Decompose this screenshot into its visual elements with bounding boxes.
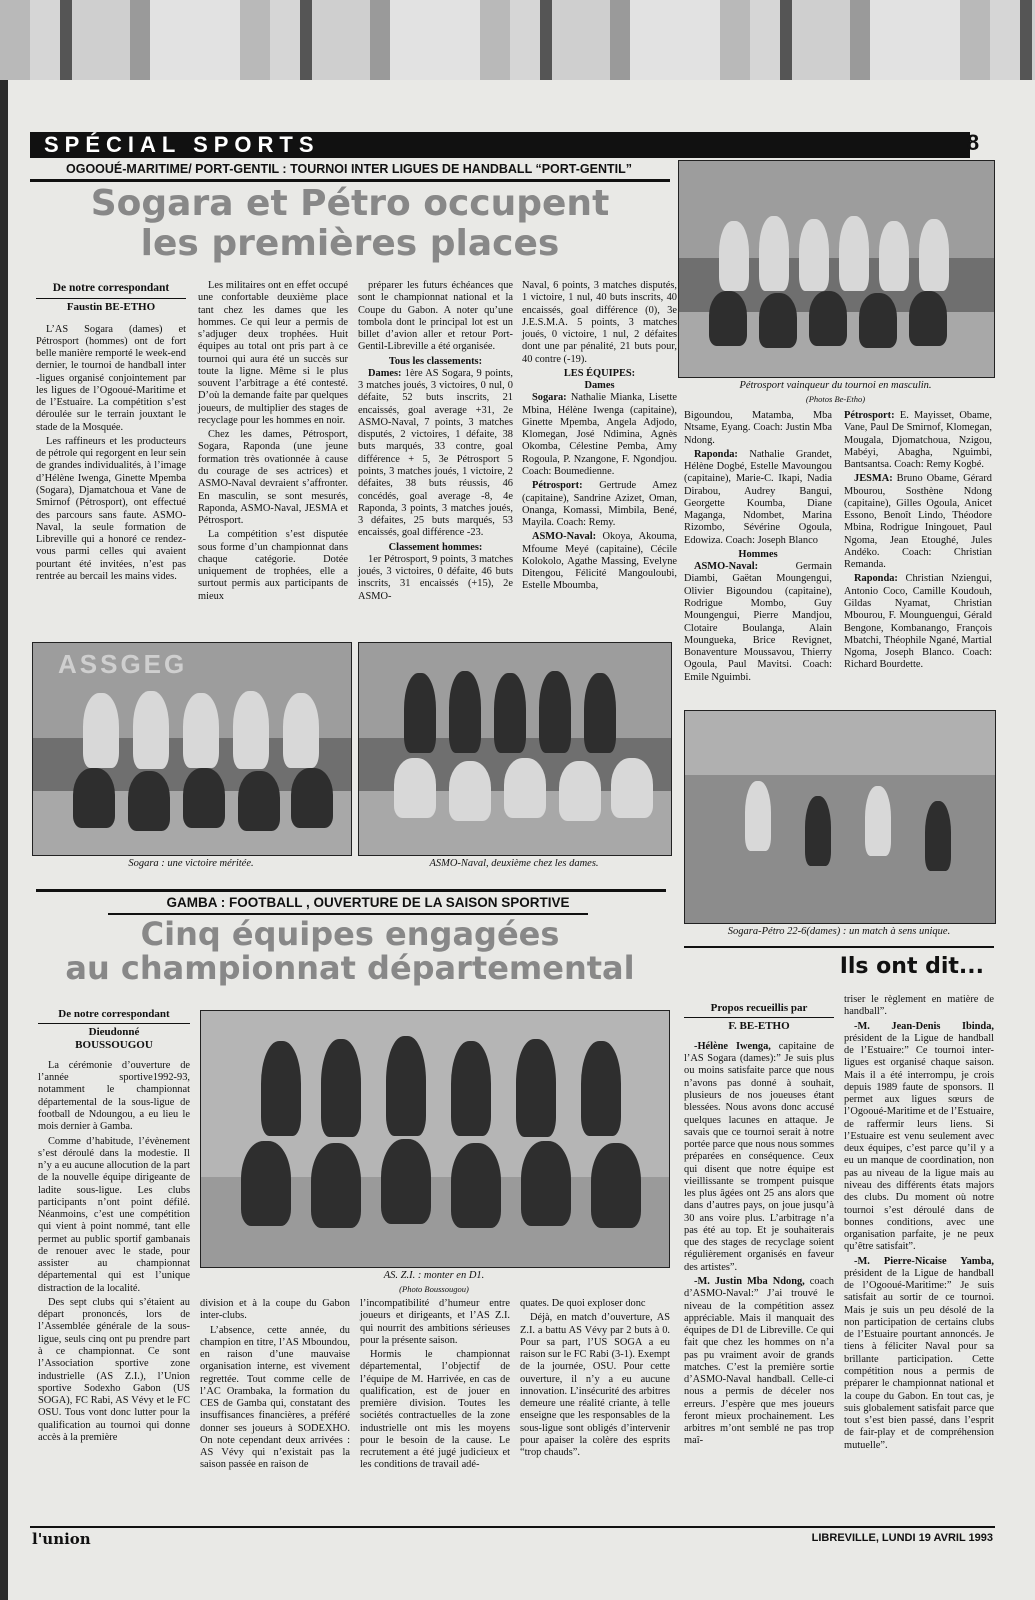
team-roster: E. Mayisset, Obame, Vane, Paul De Smirnof, Klomegan, Mougala, Djomatchoua, Nzigou, Mabéyi, Abagha, Nguimbi, Bantsantsa. Coach: Remy Kogbé. bbox=[844, 410, 992, 471]
article2-headline-line1: Cinq équipes engagées bbox=[140, 915, 560, 953]
hommes-label: Hommes bbox=[738, 548, 778, 560]
page-number: 8 bbox=[966, 130, 980, 155]
quote-text: président de la Ligue de handball de l’Estuaire:” Ce tournoi inter-ligues est organisé chaque saison. Mais il a été interrompu, je crois depuis 1989 faute de sponsors. Il permet aux ligues sœurs de l’Ogooué-Maritime et de l’Estuaire, de raffermir leurs liens. Si l’Estuaire est venu seulement avec deux équipes, c’est parce qu’il y a eu un manque de coordination, non pas au niveau de la ligue mais au niveau des différents états majors des clubs. Du moment où notre tournoi s’est déroulé dans de bonnes conditions, avec une organisation parfaite, je ne peux qu’être satisfait”. bbox=[844, 1032, 994, 1253]
article1-paragraph: préparer les futurs échéances que sont le championnat national et la Coupe du Gabon. A noter qu’une tombola dont le principal lot est un billet d’avion aller et retour Port-Gentil-Libreville a été organisée. bbox=[358, 280, 513, 353]
equipes-dames-label: Dames bbox=[584, 380, 615, 392]
article3-byline-label: Propos recueillis par bbox=[710, 1002, 808, 1014]
quote-text: triser le règlement en matière de handball”. bbox=[844, 994, 994, 1018]
article1-col5 bbox=[684, 410, 832, 686]
article1-paragraph: Les militaires ont en effet occupé une confortable deuxième place tant chez les dames que les hommes. Ce qui leur a permis de s’adjuger deux trophées. Huit équipes au total ont pris part à ce tournoi qui aura été un succès sur toute la ligne. Même si le plus souvent l’arbitrage a été contesté. D’où la demande faite par quelques joueurs, de multiplier des stages de recyclage pour les hommes en noir. bbox=[198, 280, 348, 426]
aszi-credit: (Photo Boussougou) bbox=[399, 1284, 469, 1294]
article2-paragraph: division et à la coupe du Gabon inter-clubs. bbox=[200, 1298, 350, 1322]
article1-byline-label: De notre correspondant bbox=[52, 282, 170, 294]
team-roster: Bruno Obame, Gérard Mbourou, Sosthène Ndong (capitaine), Gilles Ogoula, Anicet Essono, Benoît Lindo, Théodore Mbina, Rodrigue Iningouet, Paul Ngoma, Jean Etoughé, Jules Andéko. Coach: Christian Remanda. bbox=[844, 473, 992, 571]
article2-paragraph: L’absence, cette année, du champion en titre, l’AS Mboundou, en raison d’une mauvaise organisation interne, est vivement regrettée. Tout comme celle de l’AC Orambaka, la formation du CES de Gamba qui, constatant des insuffisances financières, a préféré donner ses joueurs à SODEXHO. On note cependant deux arrivées : AS Vévy qui n’existait pas la saison passée en raison de bbox=[200, 1324, 350, 1471]
quote-text: coach d’ASMO-Naval:” J’ai trouvé le niveau de la compétition assez appréciable. Mais il manquait des équipes de D1 de Libreville. Ce qui fait que chez les hommes on n’a pas pu vraiment avoir de grands matches. C’est la première sortie d’ASMO-Naval handball. Celle-ci nous a permis de déceler nos erreurs. J’espère que mes joueurs feront mieux prochainement. Les arbitres m’ont semblé ne pas trop maî- bbox=[684, 1275, 834, 1447]
article1-kicker: OGOOUÉ-MARITIME/ PORT-GENTIL : TOURNOI INTER LIGUES DE HANDBALL “PORT-GENTIL” bbox=[66, 162, 632, 176]
article2-byline-name: BOUSSOUGOU bbox=[75, 1038, 153, 1051]
article1-col3 bbox=[358, 280, 513, 605]
article2-paragraph: Des sept clubs qui s’étaient au départ prononcés, lors de l’Assemblée générale de la sous-ligue, seuls cinq ont pu prendre part à ce championnat. Ce sont l’Association sportive zone industrielle (AS Z.I.), l’Union sportive Sodexho Gabon (US SOGA), FC Rabi, AS Vévy et le FC OSU. Tous vont donc lutter pour la qualification au tournoi qui donne accès à la première bbox=[38, 1296, 190, 1443]
classements-title: Tous les classements: bbox=[388, 355, 483, 367]
article2-byline-name: Dieudonné bbox=[88, 1025, 140, 1038]
article1-col1 bbox=[36, 282, 186, 585]
byline-rule bbox=[684, 1017, 834, 1018]
speaker-name: -Hélène Iwenga, bbox=[694, 1040, 771, 1052]
sogara-team-photo bbox=[32, 642, 352, 856]
article2-paragraph: Déjà, en match d’ouverture, AS Z.I. a battu AS Vévy par 2 buts à 0. Pour sa part, l’US SOGA a eu raison sur le FC Rabi (3-1). Exempt de la journée, OSU. Pour cette ouverture, il n’y a eu aucune innovation. L’insécurité des arbitres demeure une réalité criante, à telle enseigne que les responsables de la sous-ligue sont obligés d’intervenir pour apaiser la colère des esprits “trop chauds”. bbox=[520, 1312, 670, 1459]
article1-paragraph: L’AS Sogara (dames) et Pétrosport (hommes) ont de fort belle manière remporté le week-end dernier, le tournoi de handball inter -ligues organisé conjointement par les ligues de l’Ogooué-Maritime et de l’Estuaire. La compétition s’est déroulée sur le terrain jouxtant le stade de la Mosquée. bbox=[36, 323, 186, 433]
petrosport-team-photo bbox=[678, 160, 995, 378]
speaker-name: -M. Justin Mba Ndong, bbox=[694, 1275, 805, 1287]
article2-paragraph: Hormis le championnat départemental, l’objectif de l’équipe de M. Harrivée, en cas de qualification, est de jouer en première division. Toutes les sociétés contractuelles de la zone industrielle ont mis les moyens pour le besoin de la cause. Le recrutement a été jugé judicieux et les conditions de travail adé- bbox=[360, 1349, 510, 1471]
team-label: Pétrosport: bbox=[532, 480, 583, 492]
section-title: SPÉCIAL SPORTS bbox=[44, 132, 320, 157]
team-label: Raponda: bbox=[694, 448, 738, 460]
team-roster: Germain Diambi, Gaëtan Moungenguі, Olivier Bigoundou (capitaine), Rodrigue Mombo, Guy Moungenguі, Pierre Mandjou, Clotaire Boulanga, Alain Moungueka, Brice Revignet, Bonaventure Moussavou, Thierry Ogoula, Paul Mavitsi. Coach: Emile Nguimbi. bbox=[684, 561, 832, 683]
article1-col6 bbox=[844, 410, 992, 674]
article1-paragraph: Chez les dames, Pétrosport, Sogara, Raponda (une jeune formation très ovationnée à cause du courage de ses actrices) et ASMO-Naval devraient s’affronter. En masculin, se sont mesurés, Raponda, ASMO-Naval, JESMA et Pétrosport. bbox=[198, 429, 348, 527]
article2-col3 bbox=[360, 1298, 510, 1474]
team-label: Raponda: bbox=[854, 573, 898, 585]
aszi-caption: AS. Z.I. : monter en D1. bbox=[383, 1270, 485, 1281]
sogara-caption: Sogara : une victoire méritée. bbox=[128, 858, 254, 869]
article2-kicker: GAMBA : FOOTBALL , OUVERTURE DE LA SAISON SPORTIVE bbox=[166, 895, 570, 910]
match-action-photo bbox=[684, 710, 996, 924]
article1-paragraph: La compétition s’est disputée sous forme d’un championnat dans chaque catégorie. Dotée uniquement de trophées, elle a surtout permis aux participants de mieux bbox=[198, 529, 348, 602]
hommes-standings: 1er Pétrosport, 9 points, 3 matches joués, 3 victoires, 0 défaite, 46 buts inscrits, 31 encaissés (+15), 2e ASMO- bbox=[358, 553, 513, 602]
speaker-name: -M. Pierre-Nicaise Yamba, bbox=[854, 1255, 994, 1267]
article3-top-rule bbox=[684, 946, 994, 948]
byline-rule bbox=[36, 298, 186, 299]
petrosport-caption: Pétrosport vainqueur du tournoi en masculin. bbox=[739, 380, 932, 391]
scan-border-top bbox=[0, 0, 1035, 80]
article1-headline-line2: les premières places bbox=[140, 223, 560, 264]
article2-col2 bbox=[200, 1298, 350, 1474]
footer-rule bbox=[30, 1526, 995, 1528]
team-label: ASMO-Naval: bbox=[532, 531, 597, 543]
quote-text: capitaine de l’AS Sogara (dames):” Je suis plus ou moins satisfaite parce que nous n’avons pas donné à souhait, plusieurs de nos joueuses étant blessées. Nous avons donc accusé quelques lacunes en attaque. Je savais que ce tournoi serait à notre portée parce que nous nous sommes préparées en conséquence. Ceux qui disent que notre équipe est vieillissante se trompent puisque les plus âgées ont 25 ans alors que dans d’autres pays, on joue jusqu’à 30 ans voire plus. L’arbitrage n’a pas été au top. Et je souhaiterais que des stages de recyclage soient régulièrement organisés en faveur des artistes”. bbox=[684, 1040, 834, 1273]
article3-headline: Ils ont dit... bbox=[839, 954, 984, 979]
petrosport-credit: (Photos Be-Etho) bbox=[805, 394, 866, 404]
article2-top-rule bbox=[36, 889, 666, 892]
article2-col1 bbox=[38, 1008, 190, 1446]
byline-rule bbox=[38, 1023, 190, 1024]
article2-paragraph: Comme d’habitude, l’évènement s’est déroulé dans la modestie. Il n’y a eu aucune allocution de la part de la nouvelle équipe dirigeante de ladite sous-ligue. Les clubs participants n’ont point défilé. Néanmoins, c’est une compétition qui vient à point nommé, tant elle permet au public sportif gambanais de renouer avec le stade, pour assister au championnat départemental qui est l’unique distraction de la localité. bbox=[38, 1135, 190, 1294]
footer-dateline: LIBREVILLE, LUNDI 19 AVRIL 1993 bbox=[811, 1532, 993, 1544]
footer-masthead: l'union bbox=[32, 1530, 91, 1548]
article1-byline-name: Faustin BE-ETHO bbox=[66, 300, 156, 313]
article2-paragraph: La cérémonie d’ouverture de l’année sportive1992-93, notamment le championnat départemental de la sous-ligue de football de Ndoungou, a eu lieu le mois dernier à Gamba. bbox=[38, 1059, 190, 1133]
quote-text: président de la Ligue de handball de l’Ogooué-Maritime:” Je suis satisfait au sortir de ce tournoi. Mais je suis un peu désolé de la non participation de certains clubs de l’Estuaire pourtant annoncés. Je tiens à féliciter Naval pour sa brillante participation. Cette compétition nous a permis de préparer le championnat national et la coupe du Gabon. En tout cas, je suis globalement satisfait parce que tout s’est bien passé, dans l’esprit de fair-play et de compréhension mutuelle”. bbox=[844, 1267, 994, 1451]
article1-col2 bbox=[198, 280, 348, 605]
article3-byline-name: F. BE-ETHO bbox=[728, 1019, 790, 1032]
aszi-team-photo bbox=[200, 1010, 670, 1268]
team-roster: Nathalie Grandet, Hélène Dogbé, Estelle Mavoungou (capitaine), Marie-C. Ikapi, Nadia Dirabou, Audrey Bangui, Georgette Koumba, Diane Magangа, Ndombet, Marina Rizombo, Sévérine Ogoula, Edowiza. Coach: Joseph Blanco bbox=[684, 448, 832, 546]
article2-paragraph: l’incompatibilité d’humeur entre joueurs et dirigeants, et l’AS Z.I. qui nourrit des ambitions sérieuses pour la présente saison. bbox=[360, 1298, 510, 1346]
article2-headline bbox=[30, 915, 670, 987]
kicker-rule bbox=[30, 179, 670, 182]
hommes-title: Classement hommes: bbox=[388, 541, 483, 553]
article1-col4 bbox=[522, 280, 677, 595]
article1-headline-line1: Sogara et Pétro occupent bbox=[90, 183, 610, 224]
article1-headline bbox=[30, 183, 670, 264]
asmo-team-photo bbox=[358, 642, 672, 856]
article2-paragraph: quates. De quoi exploser donc bbox=[520, 1298, 646, 1309]
team-roster: Okoya, Akouma, Mfoume Meyé (capitaine), Cécile Kolokolo, Agathe Massing, Evelyne Ditengou, Félicité Mangouloubi, Estelle Mboumba, bbox=[522, 531, 677, 592]
article3-col2 bbox=[844, 994, 994, 1454]
asmo-caption: ASMO-Naval, deuxième chez les dames. bbox=[429, 858, 599, 869]
team-label: Sogara: bbox=[532, 392, 567, 404]
dames-label: Dames: bbox=[368, 367, 402, 379]
article2-col4 bbox=[520, 1298, 670, 1461]
article3-col1 bbox=[684, 1002, 834, 1450]
sogara-banner-text: ASSGEG bbox=[58, 649, 188, 679]
equipes-title: LES ÉQUIPES: bbox=[563, 367, 636, 379]
dames-standings: 1ère AS Sogara, 9 points, 3 matches joués, 3 victoires, 0 nul, 0 défaite, 52 buts inscrits, 21 encaissés, goal average +31, 2e ASMO-Naval, 7 points, 3 matches disputés, 2 victoires, 1 défaite, 38 buts marqués, 33 contre, goal différence + 5, 3e Pétrosport 5 points, 3 matches joués, 1 victoire, 2 défaites, 38 buts réussis, 46 concédés, goal average -8, 4e Raponda, 3 points, 3 matches joués, 3 défaites, 25 buts marqués, 53 encaissés, goal différence -23. bbox=[358, 367, 513, 539]
team-label: JESMA: bbox=[854, 473, 893, 485]
team-roster: Nathalie Mianka, Lisette Mbina, Hélène Iwenga (capitaine), Ginette Mpemba, Angela Adjodo, Klomegan, José Ndimina, Agnès Okomba, Célestine Pemba, Amy Rogoula, P. Nzangone, F. Ngondjou. Coach: Boumedienne. bbox=[522, 392, 677, 477]
team-roster: Christian Nziengui, Antonio Coco, Camille Koudouh, Gildas Nyamat, Christian Mbourou, F. Mounguengui, Gérald Bengone, Kombanango, François Mbatchi, Théophile Ngané, Martial Ngoma, Joseph Blanco. Coach: Richard Bourdette. bbox=[844, 573, 992, 671]
newspaper-page bbox=[8, 80, 1035, 1600]
article2-headline-line2: au championnat départemental bbox=[65, 949, 635, 987]
article1-paragraph: Naval, 6 points, 3 matches disputés, 1 victoire, 1 nul, 40 buts inscrits, 40 encaissés, goal différence (0), 3e J.E.S.M.A. 5 points, 3 matches joués, 0 victoire, 1 nul, 2 défaites dont une par pénalité, 21 buts pour, 40 contre (-19). bbox=[522, 280, 677, 365]
speaker-name: -M. Jean-Denis Ibinda, bbox=[854, 1020, 994, 1032]
section-banner bbox=[30, 132, 970, 158]
article1-paragraph: Les raffineurs et les producteurs de pétrole qui regorgent en leur sein de grandes individualités, à l’image d’Hélène Iwenga, Ginette Mpemba (Sogara), Djamatchoua et Vane de Smirnof (Pétrosport), ont effectué des parcours sans faute. ASMO-Naval, la seule formation de Libreville qui a honoré ce rendez-vous parmi celles qui avaient pourtant été invitées, n’est pas rentrée au bercail les mains vides. bbox=[36, 435, 186, 582]
team-label: ASMO-Naval: bbox=[694, 561, 759, 573]
team-label: Pétrosport: bbox=[844, 410, 895, 421]
article1-paragraph: Bigoundou, Matamba, Mba Ntsame, Eyang. Coach: Justin Mba Ndong. bbox=[684, 410, 832, 446]
team-roster: Gertrude Amez (capitaine), Sandrine Azizet, Oman, Onanga, Komassi, Mimbila, Bené, Mayila. Coach: Remy. bbox=[522, 480, 677, 529]
match-caption: Sogara-Pétro 22-6(dames) : un match à sens unique. bbox=[727, 926, 951, 937]
article2-byline-label: De notre correspondant bbox=[58, 1008, 170, 1020]
